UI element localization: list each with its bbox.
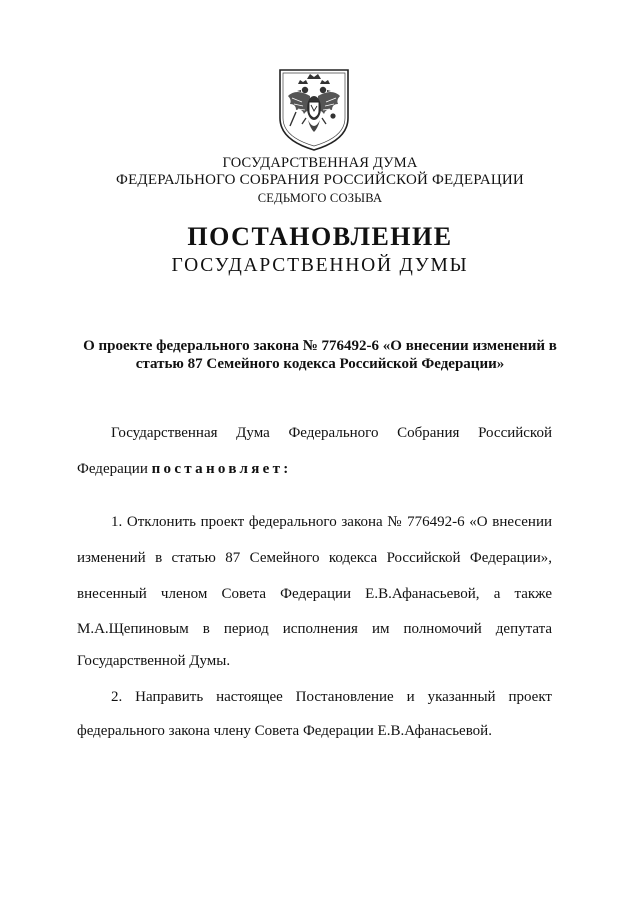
subject-line-2: статью 87 Семейного кодекса Российской Федерации» [135,356,505,372]
document-title: ПОСТАНОВЛЕНИЕ [187,222,453,251]
header-assembly: ФЕДЕРАЛЬНОГО СОБРАНИЯ РОССИЙСКОЙ ФЕДЕРАЦИИ [116,172,524,188]
preamble-line-1: Государственная Дума Федерального Собрания Российской [111,425,552,441]
item1-line-4: М.А.Щепиновым в период исполнения им полномочий депутата [77,621,552,637]
coat-of-arms-icon [276,66,352,152]
item2-line-1: 2. Направить настоящее Постановление и указанный проект [111,689,552,705]
item1-line-3: внесенный членом Совета Федерации Е.В.Афанасьевой, а также [77,586,552,602]
preamble-line-2 [77,460,552,478]
item1-line-5: Государственной Думы. [77,653,231,669]
document-subject [40,337,600,373]
preamble-lead: Федерации [77,461,148,477]
document-subtitle: ГОСУДАРСТВЕННОЙ ДУМЫ [171,255,469,276]
header-convocation: СЕДЬМОГО СОЗЫВА [257,191,383,205]
header-issuer: ГОСУДАРСТВЕННАЯ ДУМА [222,155,418,171]
item1-line-1: 1. Отклонить проект федерального закона № 776492-6 «О внесении [111,514,552,530]
item1-line-2: изменений в статью 87 Семейного кодекса Российской Федерации», [77,550,552,566]
subject-line-1: О проекте федерального закона № 776492-6 «О внесении изменений в [83,338,557,354]
preamble-operative-word: постановляет: [151,461,292,477]
item2-line-2: федерального закона члену Совета Федерации Е.В.Афанасьевой. [77,723,492,739]
